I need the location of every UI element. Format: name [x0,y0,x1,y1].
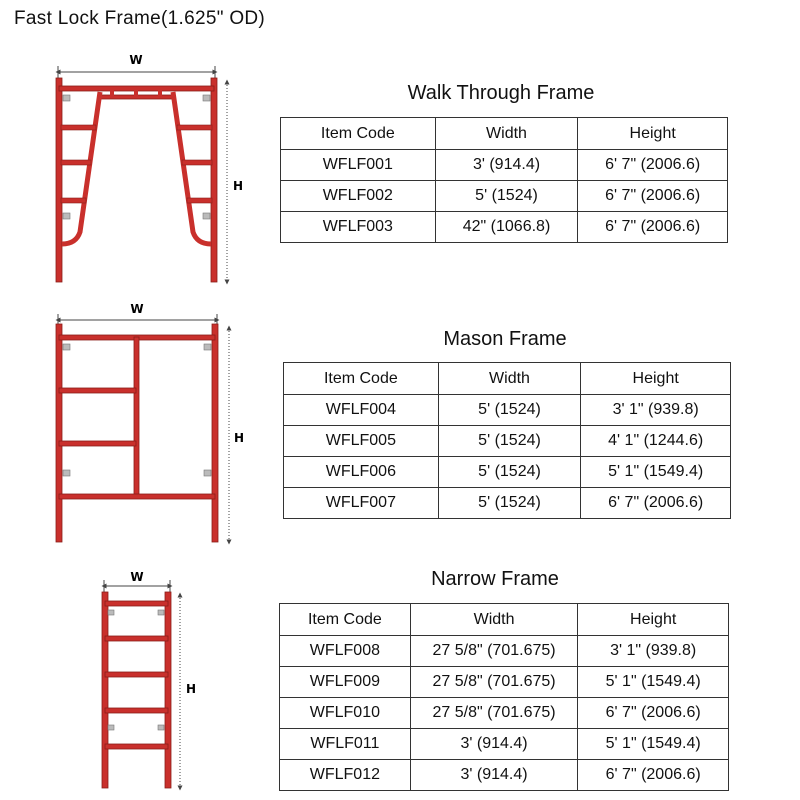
item-code-cell: WFLF006 [284,457,439,488]
mason-frame-title: Mason Frame [443,328,567,350]
table-row [284,457,731,488]
narrow-frame-table [279,603,729,791]
table-row [281,212,728,243]
height-cell: 3' 1" (939.8) [578,636,729,667]
width-dimension-label: W [129,53,143,67]
table-header-row [281,118,728,150]
width-cell: 27 5/8" (701.675) [410,667,578,698]
item-code-cell: WFLF003 [281,212,436,243]
item-code-cell: WFLF008 [280,636,411,667]
walk-through-frame-title: Walk Through Frame [407,82,595,104]
mason-frame-table [283,362,731,519]
height-cell: 4' 1" (1244.6) [581,426,731,457]
table-header-row [280,604,729,636]
mason-frame-diagram [56,302,244,542]
width-cell: 27 5/8" (701.675) [410,698,578,729]
table-row [280,667,729,698]
table-row [280,729,729,760]
item-code-cell: WFLF001 [281,150,436,181]
narrow-frame-diagram [102,570,196,788]
width-cell: 5' (1524) [438,488,581,519]
header-item-code: Item Code [281,118,436,150]
width-cell: 5' (1524) [438,457,581,488]
item-code-cell: WFLF011 [280,729,411,760]
table-row [284,426,731,457]
header-height: Height [578,604,729,636]
width-cell: 5' (1524) [435,181,578,212]
width-cell: 5' (1524) [438,426,581,457]
table-row [281,150,728,181]
header-width: Width [410,604,578,636]
height-cell: 5' 1" (1549.4) [578,667,729,698]
height-dimension-label: H [234,431,245,445]
table-header-row [284,363,731,395]
item-code-cell: WFLF009 [280,667,411,698]
item-code-cell: WFLF012 [280,760,411,791]
table-row [280,636,729,667]
table-row [281,181,728,212]
header-height: Height [581,363,731,395]
width-cell: 42" (1066.8) [435,212,578,243]
walk-through-frame-table [280,117,728,243]
height-dimension-label: H [186,682,197,696]
width-cell: 27 5/8" (701.675) [410,636,578,667]
item-code-cell: WFLF007 [284,488,439,519]
header-height: Height [578,118,728,150]
header-item-code: Item Code [280,604,411,636]
width-cell: 3' (914.4) [435,150,578,181]
height-cell: 6' 7" (2006.6) [578,181,728,212]
height-cell: 6' 7" (2006.6) [581,488,731,519]
table-row [284,395,731,426]
page-title: Fast Lock Frame(1.625" OD) [14,8,266,29]
walk-through-frame-diagram [56,53,243,282]
width-cell: 3' (914.4) [410,729,578,760]
height-cell: 5' 1" (1549.4) [578,729,729,760]
height-cell: 5' 1" (1549.4) [581,457,731,488]
height-cell: 6' 7" (2006.6) [578,212,728,243]
item-code-cell: WFLF004 [284,395,439,426]
item-code-cell: WFLF005 [284,426,439,457]
width-cell: 3' (914.4) [410,760,578,791]
height-cell: 6' 7" (2006.6) [578,698,729,729]
table-row [280,698,729,729]
table-row [280,760,729,791]
header-item-code: Item Code [284,363,439,395]
height-cell: 3' 1" (939.8) [581,395,731,426]
header-width: Width [435,118,578,150]
item-code-cell: WFLF002 [281,181,436,212]
item-code-cell: WFLF010 [280,698,411,729]
table-row [284,488,731,519]
height-dimension-label: H [233,179,244,193]
height-cell: 6' 7" (2006.6) [578,760,729,791]
width-cell: 5' (1524) [438,395,581,426]
width-dimension-label: W [130,302,144,316]
header-width: Width [438,363,581,395]
height-cell: 6' 7" (2006.6) [578,150,728,181]
narrow-frame-title: Narrow Frame [431,568,559,590]
width-dimension-label: W [130,570,144,584]
